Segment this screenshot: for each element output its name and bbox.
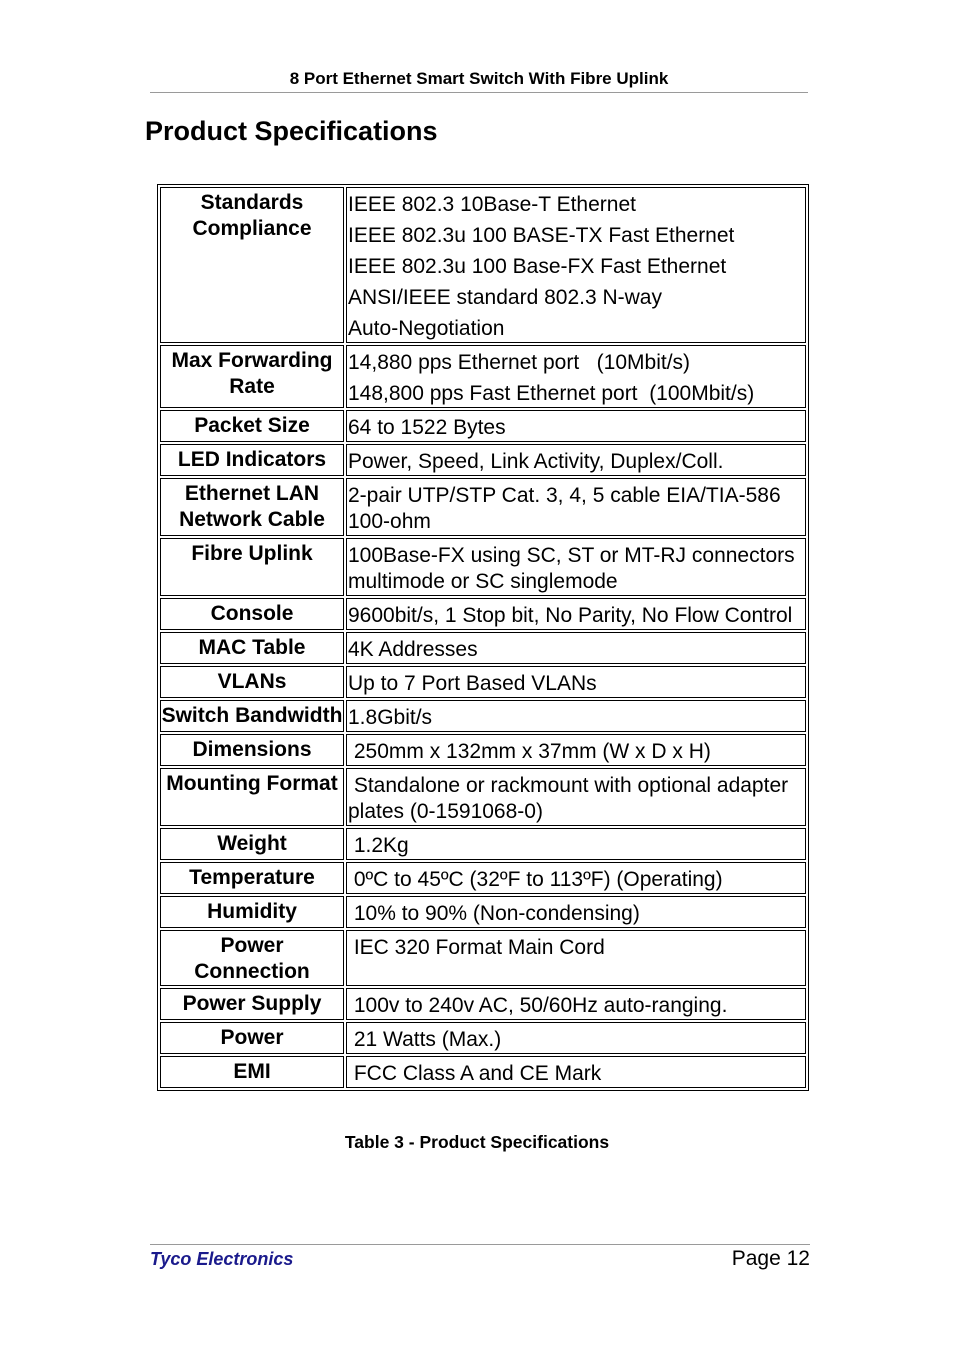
spec-value: 64 to 1522 Bytes	[346, 410, 806, 442]
spec-label: Max Forwarding Rate	[160, 345, 344, 408]
spec-value: 0ºC to 45ºC (32ºF to 113ºF) (Operating)	[346, 862, 806, 894]
spec-label: Power Connection	[160, 930, 344, 986]
spec-label: Standards Compliance	[160, 187, 344, 343]
spec-label: Dimensions	[160, 734, 344, 766]
spec-value: Power, Speed, Link Activity, Duplex/Coll.	[346, 444, 806, 476]
spec-label: Mounting Format	[160, 768, 344, 826]
table-row	[160, 187, 806, 343]
table-row	[160, 1056, 806, 1088]
spec-value: IEEE 802.3 10Base-T Ethernet IEEE 802.3u 100 BASE-TX Fast Ethernet IEEE 802.3u 100 Base-FX Fast Ethernet ANSI/IEEE standard 802.3 N-way Auto-Negotiation	[346, 187, 806, 343]
spec-value: 250mm x 132mm x 37mm (W x D x H)	[346, 734, 806, 766]
page-footer	[150, 1244, 810, 1273]
table-row	[160, 828, 806, 860]
spec-value: 21 Watts (Max.)	[346, 1022, 806, 1054]
spec-value: 1.2Kg	[346, 828, 806, 860]
spec-label: Packet Size	[160, 410, 344, 442]
spec-value: 14,880 pps Ethernet port (10Mbit/s) 148,800 pps Fast Ethernet port (100Mbit/s)	[346, 345, 806, 408]
table-row	[160, 1022, 806, 1054]
spec-value: IEC 320 Format Main Cord	[346, 930, 806, 986]
spec-value: FCC Class A and CE Mark	[346, 1056, 806, 1088]
spec-label: Power	[160, 1022, 344, 1054]
table-row	[160, 930, 806, 986]
spec-label: Fibre Uplink	[160, 538, 344, 596]
spec-label: MAC Table	[160, 632, 344, 664]
spec-value: 4K Addresses	[346, 632, 806, 664]
table-row	[160, 988, 806, 1020]
spec-value: 100v to 240v AC, 50/60Hz auto-ranging.	[346, 988, 806, 1020]
spec-table	[157, 184, 809, 1091]
footer-company: Tyco Electronics	[150, 1249, 294, 1269]
table-caption: Table 3 - Product Specifications	[344, 1132, 610, 1152]
spec-label: Console	[160, 598, 344, 630]
spec-label: EMI	[160, 1056, 344, 1088]
spec-value: Standalone or rackmount with optional adapter plates (0-1591068-0)	[346, 768, 806, 826]
table-row	[160, 666, 806, 698]
spec-label: Temperature	[160, 862, 344, 894]
spec-label: Humidity	[160, 896, 344, 928]
running-header: 8 Port Ethernet Smart Switch With Fibre Uplink	[150, 68, 808, 93]
table-row	[160, 410, 806, 442]
spec-value: 2-pair UTP/STP Cat. 3, 4, 5 cable EIA/TIA-586 100-ohm	[346, 478, 806, 536]
spec-label: Power Supply	[160, 988, 344, 1020]
spec-value: 100Base-FX using SC, ST or MT-RJ connectors multimode or SC singlemode	[346, 538, 806, 596]
spec-value: 9600bit/s, 1 Stop bit, No Parity, No Flow Control	[346, 598, 806, 630]
table-row	[160, 444, 806, 476]
table-row	[160, 345, 806, 408]
spec-value: 1.8Gbit/s	[346, 700, 806, 732]
page-title: Product Specifications	[145, 116, 438, 146]
table-row	[160, 632, 806, 664]
spec-value: Up to 7 Port Based VLANs	[346, 666, 806, 698]
spec-label: VLANs	[160, 666, 344, 698]
spec-label: LED Indicators	[160, 444, 344, 476]
table-row	[160, 862, 806, 894]
table-row	[160, 598, 806, 630]
table-row	[160, 734, 806, 766]
spec-value: 10% to 90% (Non-condensing)	[346, 896, 806, 928]
table-row	[160, 538, 806, 596]
page-number: Page 12	[731, 1247, 810, 1270]
table-row	[160, 768, 806, 826]
table-row	[160, 700, 806, 732]
spec-label: Ethernet LAN Network Cable	[160, 478, 344, 536]
spec-label: Switch Bandwidth	[160, 700, 344, 732]
spec-label: Weight	[160, 828, 344, 860]
table-row	[160, 896, 806, 928]
table-row	[160, 478, 806, 536]
